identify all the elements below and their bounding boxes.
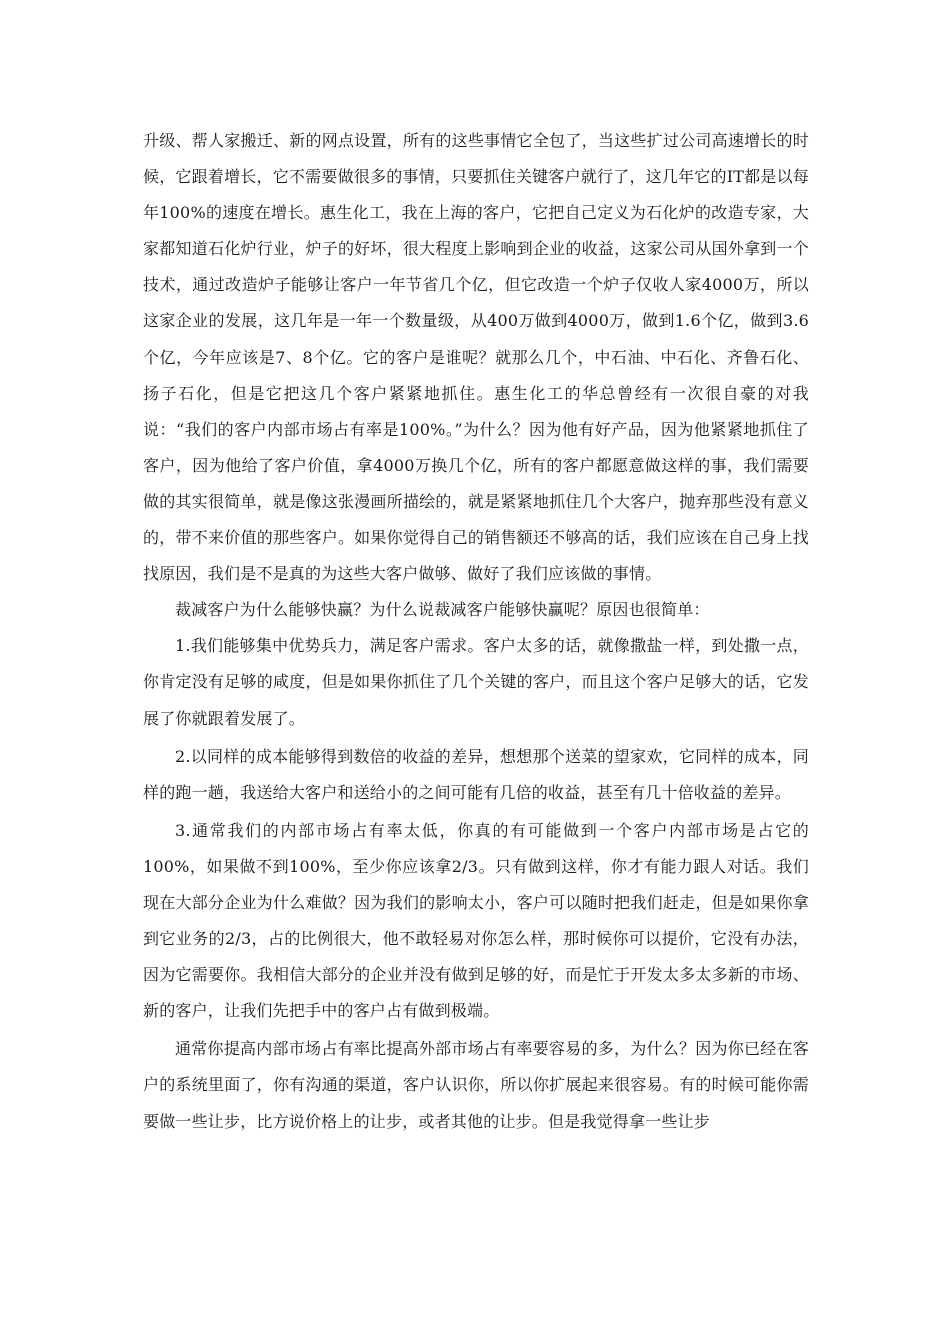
paragraph-point-3: 3.通常我们的内部市场占有率太低，你真的有可能做到一个客户内部市场是占它的100%，如果做不到100%，至少你应该拿2/3。只有做到这样，你才有能力跟人对话。我们现在大部分企业为什么难做？因为我们的影响太小，客户可以随时把我们赶走，但是如果你拿到它业务的2/3，占的比例很大，他不敢轻易对你怎么样，那时候你可以提价，它没有办法，因为它需要你。我相信大部分的企业并没有做到足够的好，而是忙于开发太多太多新的市场、新的客户，让我们先把手中的客户占有做到极端。: [143, 820, 809, 1021]
paragraph-point-1: 1.我们能够集中优势兵力，满足客户需求。客户太多的话，就像撒盐一样，到处撒一点，你肯定没有足够的咸度，但是如果你抓住了几个关键的客户，而且这个客户足够大的话，它发展了你就跟着发展了。: [143, 636, 809, 728]
paragraph-point-2: 2.以同样的成本能够得到数倍的收益的差异，想想那个送菜的望家欢，它同样的成本，同样的跑一趟，我送给大客户和送给小的之间可能有几倍的收益，甚至有几十倍收益的差异。: [143, 746, 809, 802]
paragraph-internal-share: 通常你提高内部市场占有率比提高外部市场占有率要容易的多，为什么？因为你已经在客户的系统里面了，你有沟通的渠道，客户认识你，所以你扩展起来很容易。有的时候可能你需要做一些让步，比方说价格上的让步，或者其他的让步。但是我觉得拿一些让步: [143, 1039, 809, 1131]
paragraph-continuation: 升级、帮人家搬迁、新的网点设置，所有的这些事情它全包了，当这些扩过公司高速增长的时候，它跟着增长，它不需要做很多的事情，只要抓住关键客户就行了，这几年它的IT都是以每年100%的速度在增长。惠生化工，我在上海的客户，它把自己定义为石化炉的改造专家，大家都知道石化炉行业，炉子的好坏，很大程度上影响到企业的收益，这家公司从国外拿到一个技术，通过改造炉子能够让客户一年节省几个亿，但它改造一个炉子仅收人家4000万，所以这家企业的发展，这几年是一年一个数量级，从400万做到4000万，做到1.6个亿，做到3.6个亿，今年应该是7、8个亿。它的客户是谁呢？就那么几个，中石油、中石化、齐鲁石化、扬子石化，但是它把这几个客户紧紧地抓住。惠生化工的华总曾经有一次很自豪的对我说：“我们的客户内部市场占有率是100%。”为什么？因为他有好产品，因为他紧紧地抓住了客户，因为他给了客户价值，拿4000万换几个亿，所有的客户都愿意做这样的事，我们需要做的其实很简单，就是像这张漫画所描绘的，就是紧紧地抓住几个大客户，抛弃那些没有意义的，带不来价值的那些客户。如果你觉得自己的销售额还不够高的话，我们应该在自己身上找找原因，我们是不是真的为这些大客户做够、做好了我们应该做的事情。: [143, 131, 809, 584]
document-page: [143, 123, 809, 1140]
paragraph-why-cut-customers: 裁减客户为什么能够快赢？为什么说裁减客户能够快赢呢？原因也很简单：: [175, 600, 710, 620]
